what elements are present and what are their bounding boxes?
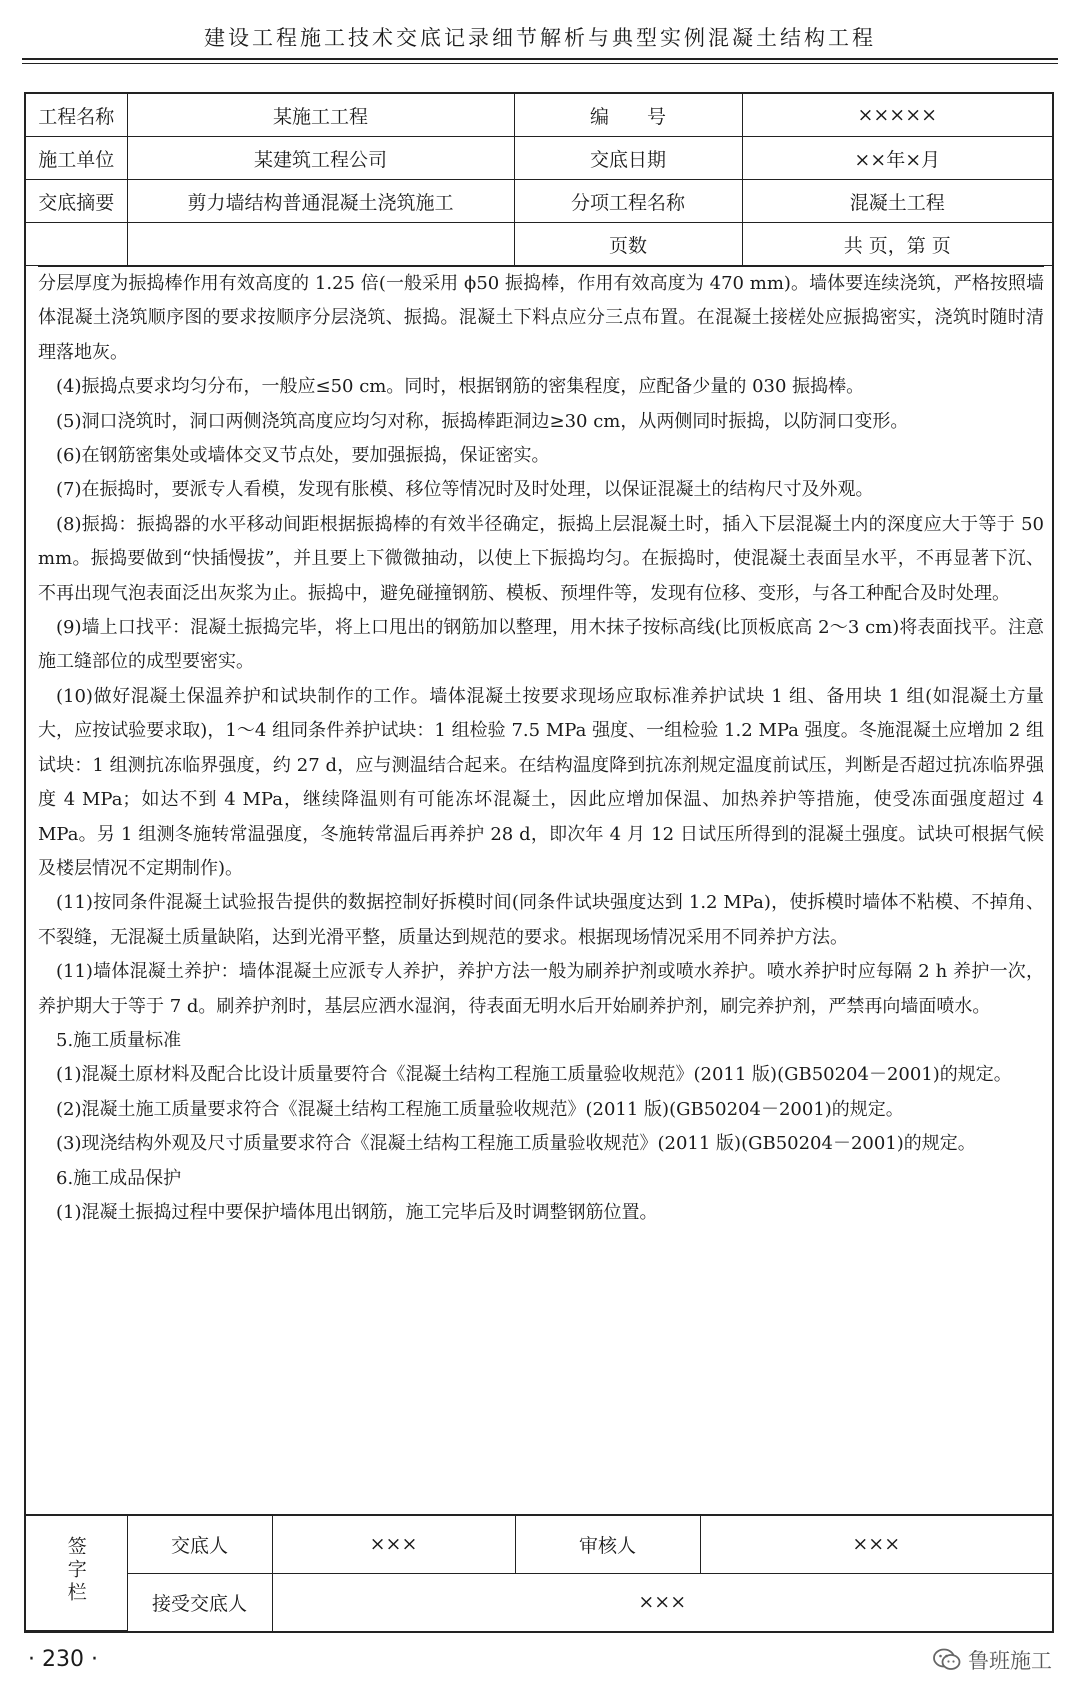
summary-value: 剪力墙结构普通混凝土浇筑施工 [127, 180, 514, 223]
serial-number-value: ××××× [742, 94, 1052, 137]
paragraph: (2)混凝土施工质量要求符合《混凝土结构工程施工质量验收规范》(2011 版)(GB50204－2001)的规定。 [56, 1098, 904, 1120]
header-rule [22, 58, 1058, 60]
section-heading: 6.施工成品保护 [56, 1167, 182, 1189]
disclosure-date-label: 交底日期 [514, 137, 742, 180]
paragraph: (5)洞口浇筑时，洞口两侧浇筑高度应均匀对称，振捣棒距洞边≥30 cm，从两侧同时振捣，以防洞口变形。 [56, 410, 909, 432]
project-name-label: 工程名称 [26, 94, 127, 137]
receiver-label: 接受交底人 [127, 1573, 272, 1630]
pages-label: 页数 [514, 223, 742, 266]
signature-table [26, 1516, 1052, 1631]
construction-unit-value: 某建筑工程公司 [127, 137, 514, 180]
project-name-value: 某施工工程 [127, 94, 514, 137]
paragraph: (7)在振捣时，要派专人看模，发现有胀模、移位等情况时及时处理，以保证混凝土的结构尺寸及外观。 [56, 479, 874, 501]
table-row [26, 223, 1052, 266]
signature-side-label-cell [26, 1516, 127, 1631]
disclosure-form [24, 92, 1054, 1633]
paragraph: (8)振捣：振捣器的水平移动间距根据振捣棒的有效半径确定，振捣上层混凝土时，插入下层混凝土内的深度应大于等于 50 mm。振捣要做到“快插慢拔”，并且要上下微微抽动，以使上下振捣均匀。在振捣时，使混凝土表面呈水平，不再显著下沉、不再出现气泡表面泛出灰浆为止。振捣中，避免碰撞钢筋、模板、预埋件等，发现有位移、变形，与各工种配合及时处理。 [38, 513, 1044, 604]
running-header: 建设工程施工技术交底记录细节解析与典型实例混凝土结构工程 [204, 26, 876, 50]
section-heading: 5.施工质量标准 [56, 1029, 182, 1051]
discloser-value: ××× [272, 1516, 515, 1573]
sub-project-value: 混凝土工程 [742, 180, 1052, 223]
table-row [26, 137, 1052, 180]
empty-cell [26, 223, 127, 266]
wechat-icon [932, 1647, 962, 1673]
paragraph: (3)现浇结构外观及尺寸质量要求符合《混凝土结构工程施工质量验收规范》(2011 版)(GB50204－2001)的规定。 [56, 1133, 976, 1155]
table-row [26, 94, 1052, 137]
reviewer-value: ××× [700, 1516, 1052, 1573]
paragraph: (4)振捣点要求均匀分布，一般应≤50 cm。同时，根据钢筋的密集程度，应配备少量的 030 振捣棒。 [56, 376, 865, 398]
page-number: · 230 · [28, 1647, 98, 1672]
discloser-label: 交底人 [127, 1516, 272, 1573]
watermark-text: 鲁班施工 [968, 1649, 1052, 1673]
watermark [932, 1645, 1052, 1675]
reviewer-label: 审核人 [515, 1516, 700, 1573]
paragraph: (1)混凝土原材料及配合比设计质量要符合《混凝土结构工程施工质量验收规范》(2011 版)(GB50204－2001)的规定。 [56, 1064, 1012, 1086]
disclosure-content [38, 266, 1044, 1230]
serial-number-label: 编 号 [514, 94, 742, 137]
paragraph: (6)在钢筋密集处或墙体交叉节点处，要加强振捣，保证密实。 [56, 445, 550, 467]
paragraph: 分层厚度为振捣棒作用有效高度的 1.25 倍(一般采用 ϕ50 振捣棒，作用有效高度为 470 mm)。墙体要连续浇筑，严格按照墙体混凝土浇筑顺序图的要求按顺序分层浇筑、振捣。混凝土下料点应分三点布置。在混凝土接槎处应振捣密实，浇筑时随时清理落地灰。 [38, 273, 1044, 363]
receiver-value: ××× [272, 1573, 1052, 1630]
signature-area [26, 1514, 1052, 1631]
header-rule-thin [22, 63, 1058, 64]
sub-project-label: 分项工程名称 [514, 180, 742, 223]
paragraph: (11)按同条件混凝土试验报告提供的数据控制好拆模时间(同条件试块强度达到 1.2 MPa)，使拆模时墙体不粘模、不掉角、不裂缝，无混凝土质量缺陷，达到光滑平整，质量达到规范的要求。根据现场情况采用不同养护方法。 [38, 892, 1044, 948]
paragraph: (10)做好混凝土保温养护和试块制作的工作。墙体混凝土按要求现场应取标准养护试块 1 组、备用块 1 组(如混凝土方量大，应按试验要求取)，1～4 组同条件养护试块：1 组检验 7.5 MPa 强度、一组检验 1.2 MPa 强度。冬施混凝土应增加 2 组试块：1 组测抗冻临界强度，约 27 d，应与测温结合起来。在结构温度降到抗冻剂规定温度前试压，判断是否超过抗冻临界强度 4 MPa；如达不到 4 MPa，继续降温则有可能冻坏混凝土，因此应增加保温、加热养护等措施，使受冻面强度超过 4 MPa。另 1 组测冬施转常温强度，冬施转常温后再养护 28 d，即次年 4 月 12 日试压所得到的混凝土强度。试块可根据气候及楼层情况不定期制作)。 [38, 685, 1044, 879]
construction-unit-label: 施工单位 [26, 137, 127, 180]
pages-value: 共 页，第 页 [742, 223, 1052, 266]
table-row [26, 180, 1052, 223]
paragraph: (1)混凝土振捣过程中要保护墙体甩出钢筋，施工完毕后及时调整钢筋位置。 [56, 1201, 658, 1223]
summary-label: 交底摘要 [26, 180, 127, 223]
paragraph: (9)墙上口找平：混凝土振捣完毕，将上口甩出的钢筋加以整理，用木抹子按标高线(比顶板底高 2～3 cm)将表面找平。注意施工缝部位的成型要密实。 [38, 617, 1044, 673]
paragraph: (11)墙体混凝土养护：墙体混凝土应派专人养护，养护方法一般为刷养护剂或喷水养护。喷水养护时应每隔 2 h 养护一次，养护期大于等于 7 d。刷养护剂时，基层应洒水湿润，待表面无明水后开始刷养护剂，刷完养护剂，严禁再向墙面喷水。 [38, 961, 1044, 1017]
disclosure-date-value: ××年×月 [742, 137, 1052, 180]
signature-side-label: 签字栏 [64, 1536, 87, 1605]
table-row [26, 1573, 1052, 1630]
info-table [26, 94, 1052, 266]
table-row [26, 1516, 1052, 1573]
empty-cell [127, 223, 514, 266]
